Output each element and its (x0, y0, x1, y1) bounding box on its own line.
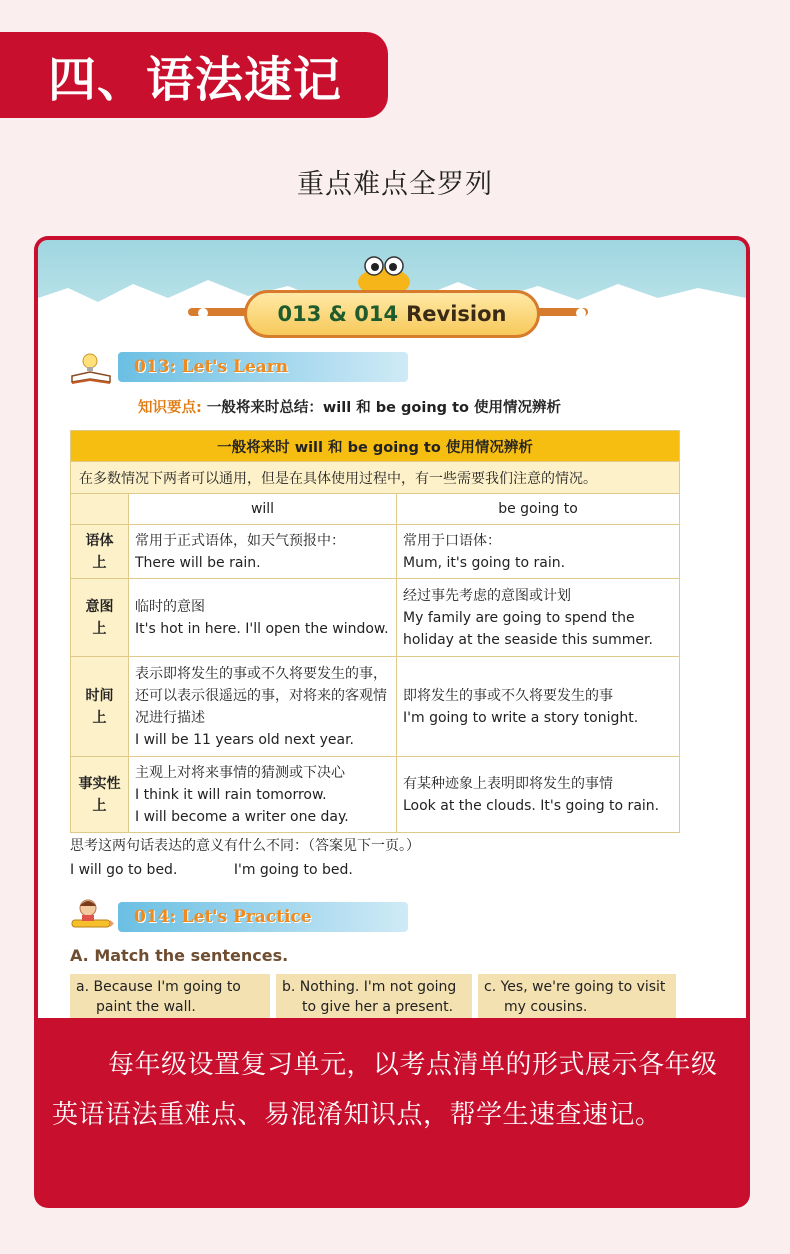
table-corner (71, 494, 129, 525)
plaque-word: Revision (406, 302, 507, 326)
kid-pencil-icon (68, 898, 114, 934)
table-row (71, 579, 680, 657)
will-cell: 临时的意图 It's hot in here. I'll open the window. (129, 579, 397, 657)
plaque-number: 013 & 014 (277, 302, 399, 326)
table-header: 一般将来时 will 和 be going to 使用情况辨析 (71, 431, 680, 462)
row-label: 意图 上 (71, 579, 129, 657)
going-cell: 常用于口语体： Mum, it's going to rain. (397, 525, 680, 579)
table-intro: 在多数情况下两者可以通用，但是在具体使用过程中，有一些需要我们注意的情况。 (71, 462, 680, 494)
learn-section-title: 013: Let's Learn (134, 357, 289, 377)
learn-section-ribbon (118, 352, 408, 382)
think-example-going: I'm going to bed. (233, 862, 353, 878)
going-cell: 有某种迹象上表明即将发生的事情 Look at the clouds. It's going to rain. (397, 757, 680, 833)
page-subtitle: 重点难点全罗列 (297, 169, 493, 200)
will-cell: 主观上对将来事情的猜测或下决心 I think it will rain tomorrow. I will become a writer one day. (129, 757, 397, 833)
grammar-table (70, 430, 680, 833)
think-example-will: I will go to bed. (70, 862, 178, 878)
table-row (71, 525, 680, 579)
will-cell: 常用于正式语体，如天气预报中： There will be rain. (129, 525, 397, 579)
row-label: 事实性 上 (71, 757, 129, 833)
practice-section-ribbon (118, 902, 408, 932)
think-question-text: 思考这两句话表达的意义有什么不同：（答案见下一页。） (70, 838, 420, 854)
book-bulb-icon (70, 352, 112, 386)
plaque-pin-left (198, 308, 208, 318)
row-label: 语体 上 (71, 525, 129, 579)
think-question (70, 834, 420, 882)
knowledge-point-text: 一般将来时总结：will 和 be going to 使用情况辨析 (206, 400, 562, 416)
plaque-pin-right (576, 308, 586, 318)
section-banner (0, 32, 388, 118)
match-instruction: A. Match the sentences. (70, 946, 289, 965)
going-cell: 经过事先考虑的意图或计划 My family are going to spend the holiday at the seaside this summer. (397, 579, 680, 657)
book-page-preview (38, 240, 746, 1018)
col-header-will: will (129, 494, 397, 525)
feature-description: 每年级设置复习单元，以考点清单的形式展示各年级英语语法重难点、易混淆知识点，帮学生速查速记。 (52, 1050, 718, 1130)
going-cell: 即将发生的事或不久将要发生的事 I'm going to write a story tonight. (397, 657, 680, 757)
match-option-a: a. Because I'm going to paint the wall. (70, 974, 270, 1018)
match-option-c: c. Yes, we're going to visit my cousins. (478, 974, 676, 1018)
table-row (71, 657, 680, 757)
revision-plaque (244, 290, 540, 338)
row-label: 时间 上 (71, 657, 129, 757)
section-title: 四、语法速记 (48, 51, 343, 108)
practice-section-title: 014: Let's Practice (134, 907, 312, 927)
col-header-going: be going to (397, 494, 680, 525)
table-row (71, 757, 680, 833)
bird-mascot-icon (354, 250, 414, 294)
match-option-b: b. Nothing. I'm not going to give her a present. (276, 974, 472, 1018)
will-cell: 表示即将发生的事或不久将要发生的事，还可以表示很遥远的事，对将来的客观情况进行描述 I will be 11 years old next year. (129, 657, 397, 757)
knowledge-point-key: 知识要点: (138, 400, 202, 416)
knowledge-point (138, 396, 561, 417)
